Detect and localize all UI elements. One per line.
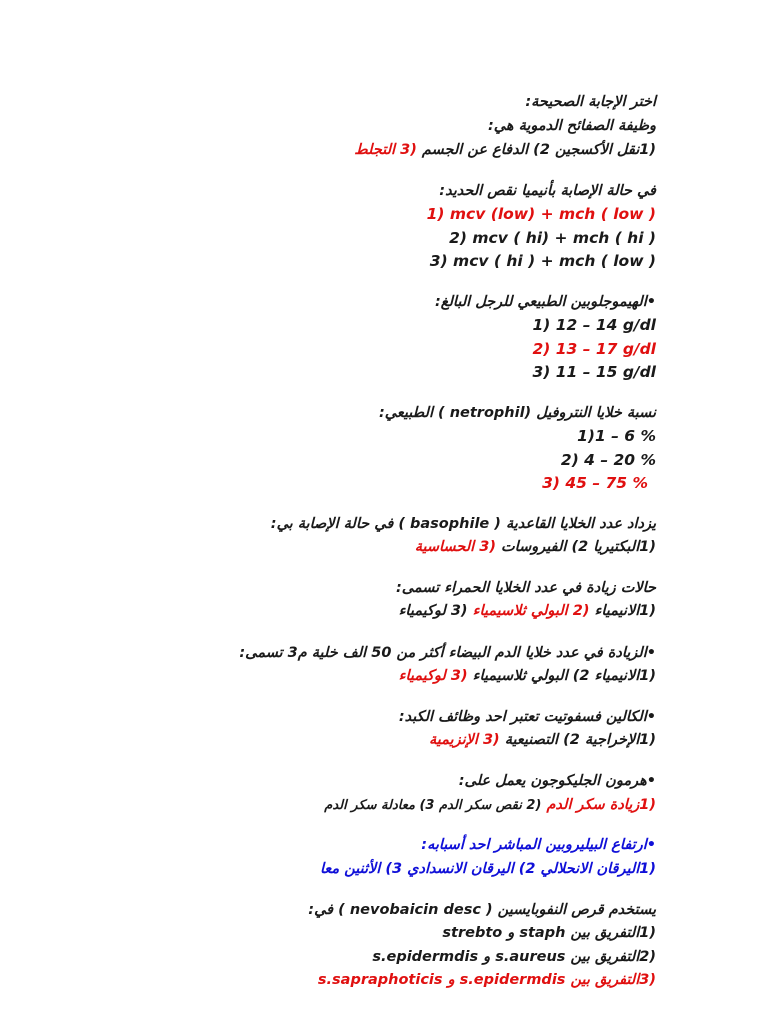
q11-answer-2: (2التفريق بين s.aureus و s.epidermdis — [372, 949, 656, 965]
q11-answer-3: (3التفريق بين s.epidermdis و s.sapraphoticis — [317, 972, 656, 988]
q2-answer-3: 3) mcv ( hi ) + mch ( low ) — [429, 252, 656, 270]
q2-answer-2: 2) mcv ( hi) + mch ( hi ) — [449, 229, 656, 247]
q11-answer-1: (1التفريق بين staph و strebto — [442, 925, 656, 941]
q4-question: نسبة خلايا النتروفيل (netrophil ) الطبيعي: — [379, 405, 656, 421]
q2-question: في حالة الإصابة بأنيميا نقص الحديد: — [439, 183, 656, 199]
q7-correct-answer: (3 لوكيمياء — [398, 668, 468, 684]
q1-question: وظيفة الصفائح الدموية هي: — [488, 118, 656, 134]
q10-question: •ارتفاع البيليروبين المباشر احد أسبابه: — [421, 837, 656, 853]
q9-options-text: (2 نقص سكر الدم 3) معادلة سكر الدم — [324, 798, 542, 813]
q6-question: حالات زيادة في عدد الخلايا الحمراء تسمى: — [395, 580, 656, 596]
q6-options — [399, 601, 656, 621]
q1-options-text: (1نقل الأكسجين 2) الدفاع عن الجسم — [421, 142, 656, 158]
q5-question: يزداد عدد الخلايا القاعدية ( basophile ) في حالة الإصابة بي: — [270, 516, 656, 532]
q8-question: •الكالين فسفوتيت تعتبر احد وظائف الكبد: — [398, 709, 656, 725]
q8-options-text: (1الإخراجية 2) التصنيعية — [504, 732, 656, 748]
q3-answer-2: 2) 13 – 17 g/dl — [532, 340, 656, 358]
q9-correct-answer: (1زيادة سكر الدم — [546, 797, 656, 813]
q3-answer-3: 3) 11 – 15 g/dl — [532, 363, 656, 381]
q3-question: •الهيموجلوبين الطبيعي للرجل البالغ: — [434, 294, 656, 310]
q9-options — [324, 795, 656, 816]
q9-question: •هرمون الجليكوجون يعمل على: — [458, 773, 656, 789]
instruction-title: اختر الإجابة الصحيحة: — [525, 94, 656, 110]
q7-options — [399, 666, 656, 686]
q4-answer-2: 2) 4 – 20 % — [560, 451, 656, 469]
q5-options-text: (1البكتيريا 2) الفيروسات — [501, 539, 656, 555]
q7-question: •الزيادة في عدد خلايا الدم البيضاء أكثر من 50 الف خلية م3 تسمى: — [239, 645, 656, 661]
q1-correct-answer: (3 التجلط — [354, 142, 417, 158]
q10-options: (1اليرقان الانحلالي 2) اليرقان الانسدادي 3) الأثنين معا — [319, 861, 656, 877]
q2-answer-1: 1) mcv (low) + mch ( low ) — [426, 205, 656, 223]
q5-options — [415, 537, 656, 557]
q6-option-3: (3 لوكيمياء — [398, 603, 468, 619]
q3-answer-1: 1) 12 – 14 g/dl — [532, 316, 656, 334]
q7-options-text: (1الانيمياء 2) البولي ثلاسيمياء — [472, 668, 656, 684]
q1-options — [354, 140, 656, 160]
q6-option-1: (1الانيمياء — [594, 603, 656, 619]
q4-answer-1: 1)1 – 6 % — [577, 427, 656, 445]
q5-correct-answer: (3 الحساسية — [414, 539, 496, 555]
q4-answer-3: 3) 45 – 75 % — [542, 474, 648, 492]
q8-correct-answer: (3 الإنزيمية — [429, 732, 500, 748]
q8-options — [429, 730, 656, 750]
q6-correct-answer: (2 البولي ثلاسيمياء — [472, 603, 590, 619]
q11-question: يستخدم قرص النفوبايسين ( nevobaicin desc ) في: — [308, 902, 656, 918]
